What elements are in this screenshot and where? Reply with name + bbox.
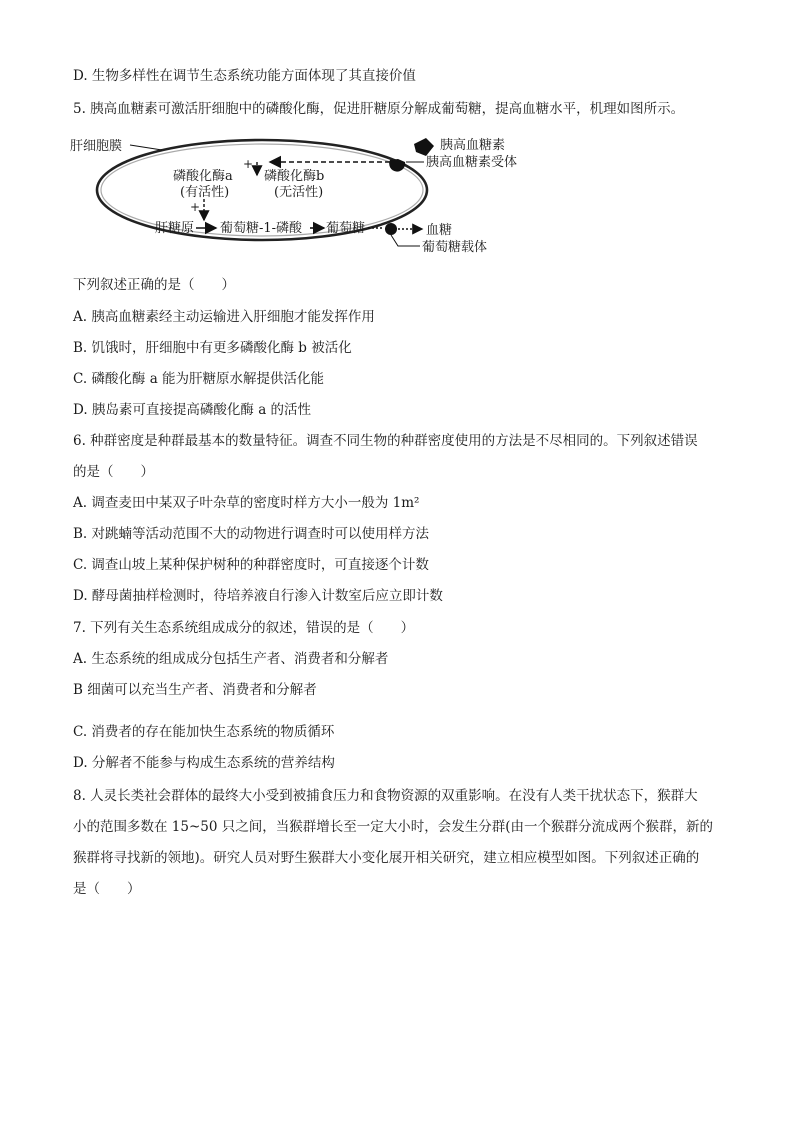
q8-stem-line-4: 是（ ） xyxy=(73,881,141,897)
receptor-label: 胰高血糖素受体 xyxy=(426,155,518,170)
blood-sugar-label: 血糖 xyxy=(426,223,453,238)
q7-option-c: C. 消费者的存在能加快生态系统的物质循环 xyxy=(73,724,335,740)
carrier-label: 葡萄糖载体 xyxy=(422,240,488,255)
q5-option-c: C. 磷酸化酶 a 能为肝糖原水解提供活化能 xyxy=(73,371,325,387)
enzyme-a-label: 磷酸化酶a xyxy=(173,169,233,184)
glycogen-label: 肝糖原 xyxy=(155,221,195,236)
q8-stem-line-2: 小的范围多数在 15~50 只之间，当猴群增长至一定大小时，会发生分群(由一个猴群分流成两个猴群，新的 xyxy=(73,819,714,835)
q5-option-b: B. 饥饿时，肝细胞中有更多磷酸化酶 b 被活化 xyxy=(73,340,352,356)
q5-question: 下列叙述正确的是（ ） xyxy=(73,277,235,293)
glucose-label: 葡萄糖 xyxy=(326,221,366,236)
glucagon-molecule-shape xyxy=(414,138,434,156)
q8-stem-line-1: 8. 人灵长类社会群体的最终大小受到被捕食压力和食物资源的双重影响。在没有人类干扰状态下，猴群大 xyxy=(73,788,698,804)
enzyme-b-note: (无活性) xyxy=(274,185,324,200)
q5-option-a: A. 胰高血糖素经主动运输进入肝细胞才能发挥作用 xyxy=(73,309,375,325)
q8-stem-line-3: 猴群将寻找新的领地)。研究人员对野生猴群大小变化展开相关研究，建立相应模型如图。下列叙述正确的 xyxy=(73,850,700,866)
enzyme-a-note: (有活性) xyxy=(180,185,230,200)
q6-option-c: C. 调查山坡上某种保护树种的种群密度时，可直接逐个计数 xyxy=(73,557,429,573)
q6-stem-line-2: 的是（ ） xyxy=(73,464,154,480)
receptor-shape xyxy=(389,159,405,172)
enzyme-b-label: 磷酸化酶b xyxy=(264,169,325,184)
q4-option-d: D. 生物多样性在调节生态系统功能方面体现了其直接价值 xyxy=(73,68,416,84)
q7-stem: 7. 下列有关生态系统组成成分的叙述，错误的是（ ） xyxy=(73,620,415,636)
q6-stem-line-1: 6. 种群密度是种群最基本的数量特征。调查不同生物的种群密度使用的方法是不尽相同的。下列叙述错误 xyxy=(73,433,698,449)
q6-option-d: D. 酵母菌抽样检测时，待培养液自行渗入计数室后应立即计数 xyxy=(73,588,443,604)
plus-sign-1: + xyxy=(243,157,254,171)
q7-option-b: B 细菌可以充当生产者、消费者和分解者 xyxy=(73,682,317,698)
q5-option-d: D. 胰岛素可直接提高磷酸化酶 a 的活性 xyxy=(73,402,312,418)
membrane-label: 肝细胞膜 xyxy=(70,139,123,154)
q5-stem: 5. 胰高血糖素可激活肝细胞中的磷酸化酶，促进肝糖原分解成葡萄糖，提高血糖水平，机理如图所示。 xyxy=(73,101,685,117)
plus-sign-2: + xyxy=(190,200,201,214)
glucagon-label: 胰高血糖素 xyxy=(440,138,506,153)
q7-option-d: D. 分解者不能参与构成生态系统的营养结构 xyxy=(73,755,335,771)
q6-option-a: A. 调查麦田中某双子叶杂草的密度时样方大小一般为 1m² xyxy=(73,495,420,511)
glucagon-mechanism-diagram xyxy=(60,128,540,268)
q7-option-a: A. 生态系统的组成成分包括生产者、消费者和分解者 xyxy=(73,651,389,667)
g1p-label: 葡萄糖-1-磷酸 xyxy=(220,221,303,236)
glucose-carrier-dot xyxy=(385,223,397,235)
q6-option-b: B. 对跳蝻等活动范围不大的动物进行调查时可以使用样方法 xyxy=(73,526,430,542)
